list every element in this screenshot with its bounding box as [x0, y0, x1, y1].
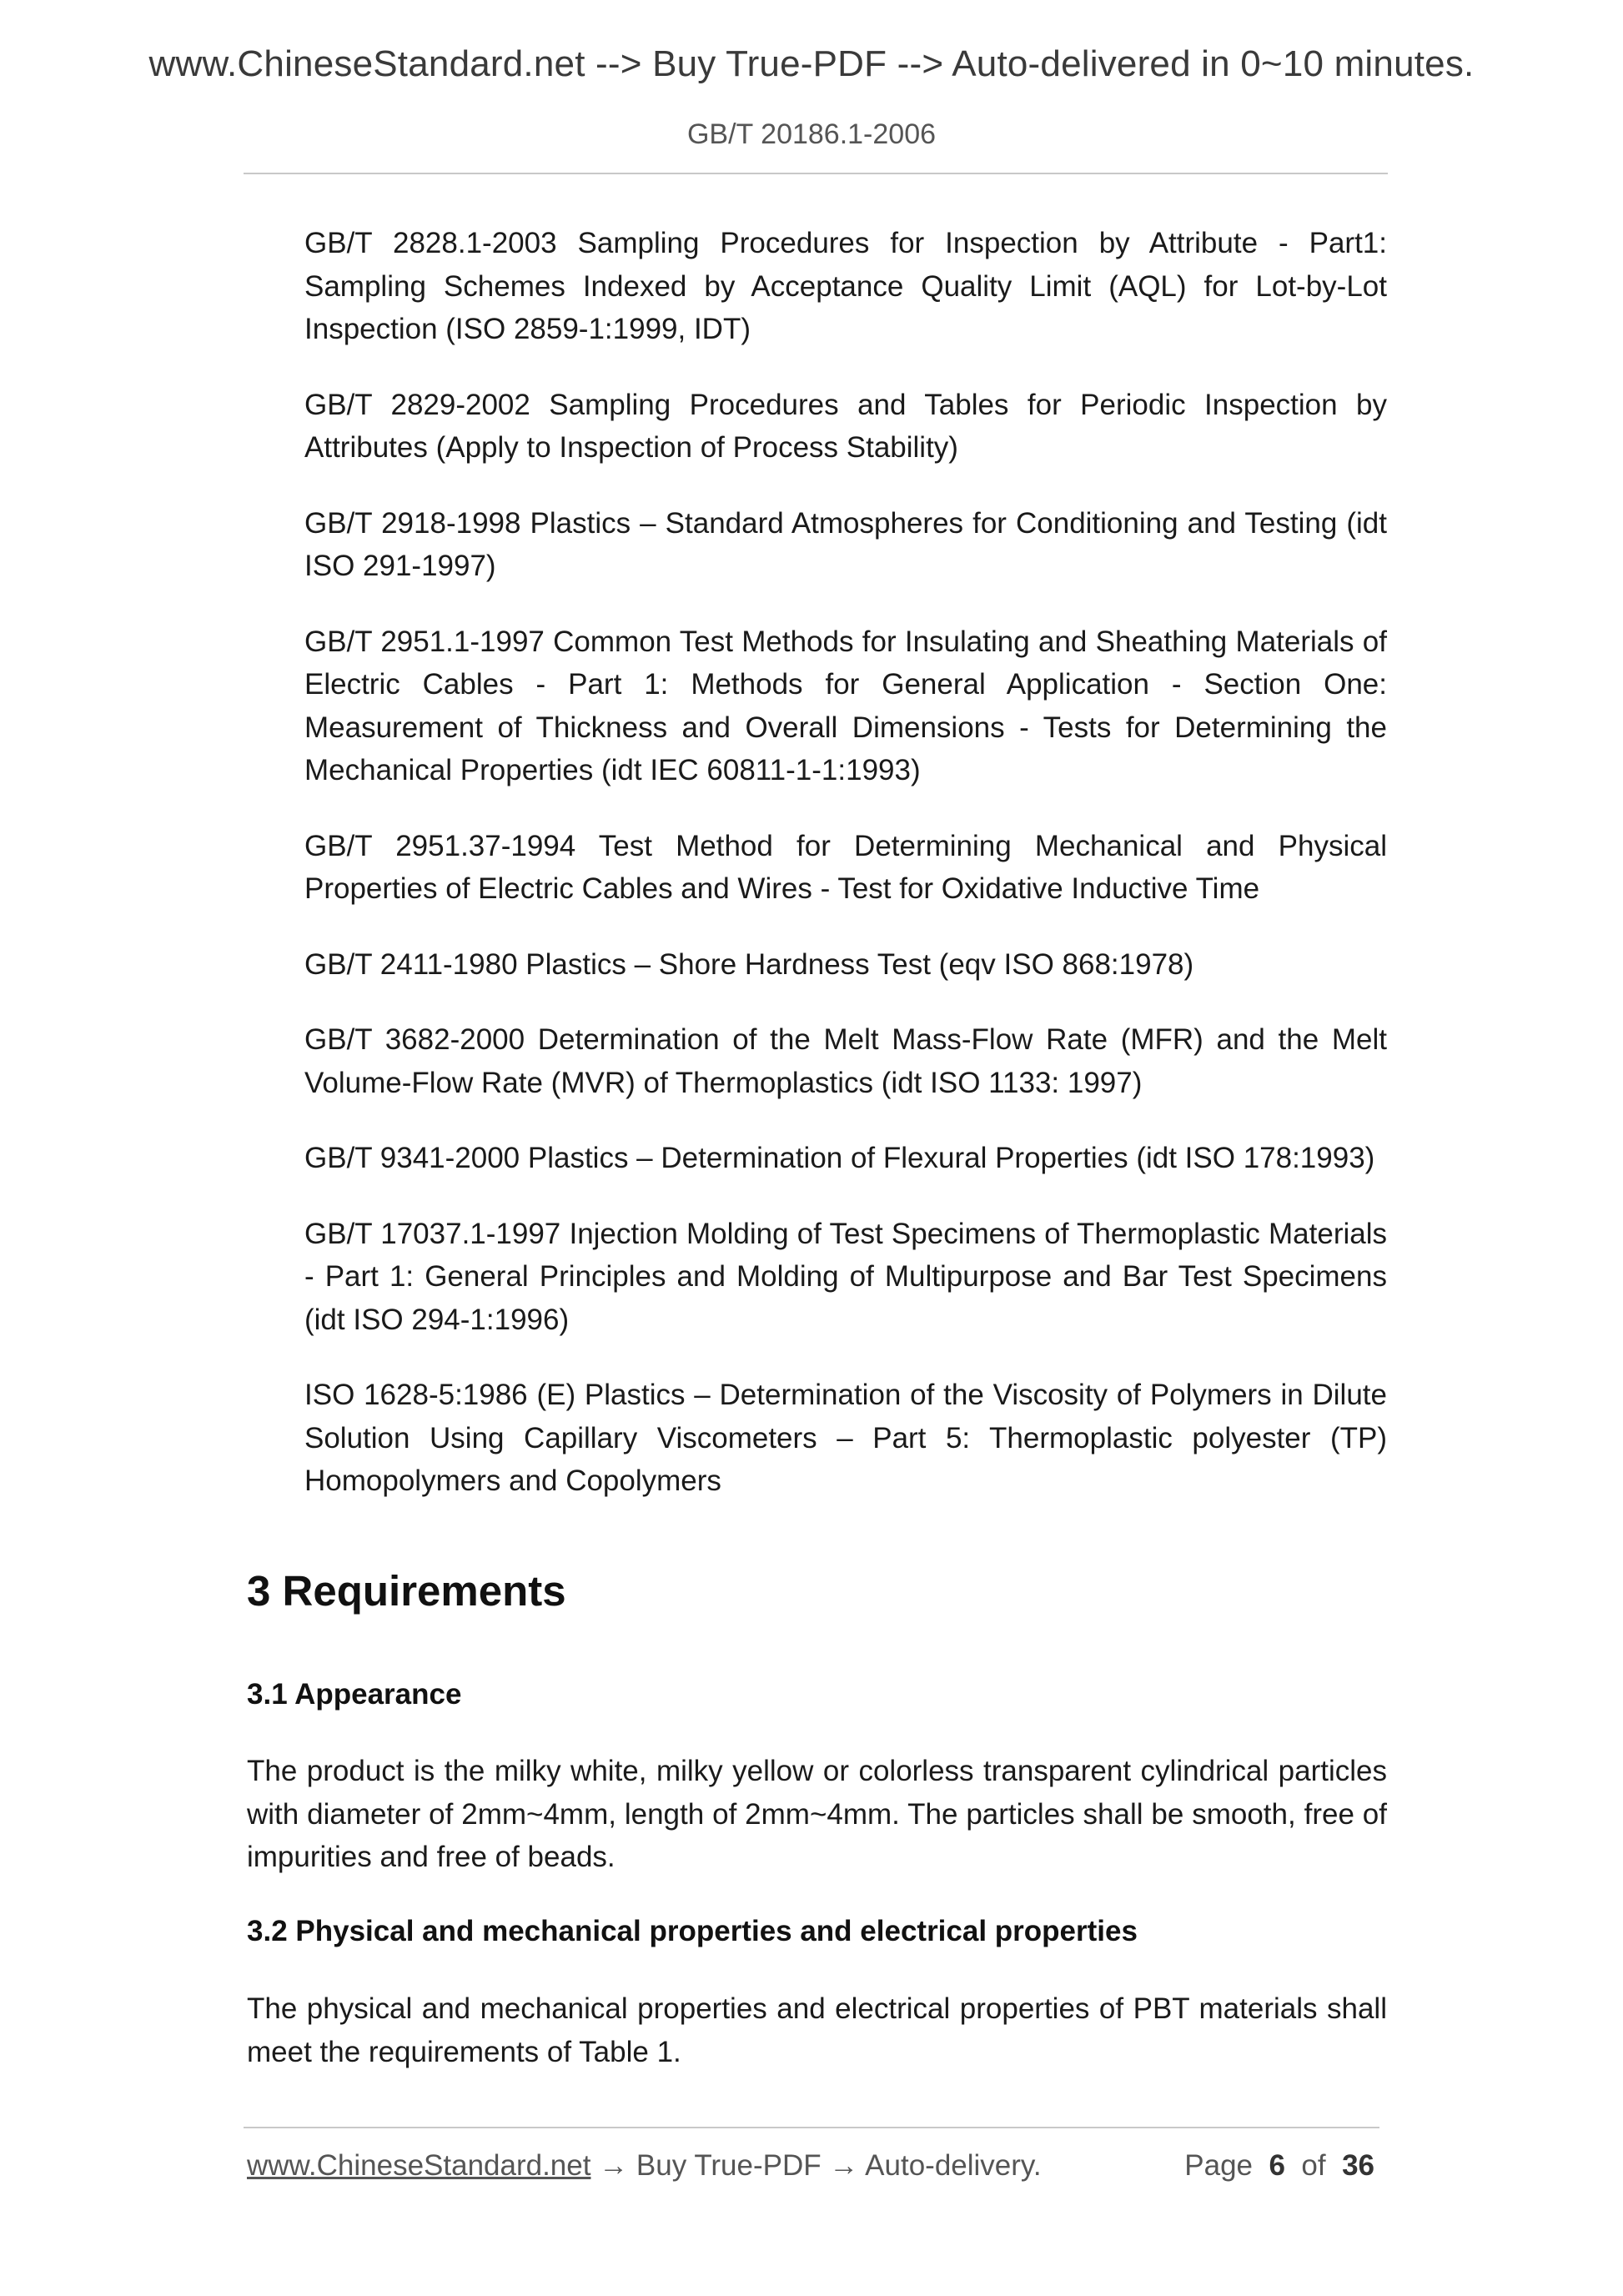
- page-label: Page: [1184, 2149, 1254, 2182]
- properties-paragraph: The physical and mechanical properties and electrical properties of PBT materials shall meet the requirements of Table 1.: [247, 1992, 1387, 2068]
- normative-references: [304, 222, 1387, 1535]
- footer-tagline: → Buy True-PDF → Auto-delivery.: [590, 2149, 1042, 2182]
- appearance-paragraph: The product is the milky white, milky yellow or colorless transparent cylindrical particles with diameter of 2mm~4mm, length of 2mm~4mm. The particles shall be smooth, free of impurities and free of beads.: [247, 1755, 1387, 1873]
- reference-item: GB/T 2951.37-1994 Test Method for Determining Mechanical and Physical Properties of Electric Cables and Wires - Test for Oxidative Inductive Time: [304, 829, 1387, 905]
- reference-item: GB/T 2411-1980 Plastics – Shore Hardness Test (eqv ISO 868:1978): [304, 947, 1194, 981]
- footer-divider: [244, 2127, 1379, 2128]
- subsection-heading-appearance: 3.1 Appearance: [247, 1678, 462, 1711]
- page-number: 6: [1269, 2149, 1285, 2182]
- page-indicator: [1184, 2149, 1374, 2183]
- reference-item: GB/T 2951.1-1997 Common Test Methods for Insulating and Sheathing Materials of Electric Cables - Part 1: Methods for General Application - Section One: Measurement of Thickness and Overall Dimensions - Tests for Determining the Mechanical Properties (idt IEC 60811-1-1:1993): [304, 625, 1387, 786]
- page-total: 36: [1342, 2149, 1374, 2182]
- reference-item: GB/T 2828.1-2003 Sampling Procedures for Inspection by Attribute - Part1: Sampling Schemes Indexed by Acceptance Quality Limit (AQL) for Lot-by-Lot Inspection (ISO 2859-1:1999, IDT): [304, 227, 1387, 345]
- site-link[interactable]: www.ChineseStandard.net: [247, 2149, 591, 2182]
- document-id: GB/T 20186.1-2006: [686, 118, 937, 150]
- reference-item: GB/T 17037.1-1997 Injection Molding of Test Specimens of Thermoplastic Materials - Part 1: General Principles and Molding of Multipurpose and Bar Test Specimens (idt ISO 294-1:1996): [304, 1217, 1387, 1336]
- reference-item: GB/T 9341-2000 Plastics – Determination of Flexural Properties (idt ISO 178:1993): [304, 1142, 1375, 1174]
- header-divider: [244, 173, 1388, 174]
- reference-item: GB/T 3682-2000 Determination of the Melt Mass-Flow Rate (MFR) and the Melt Volume-Flow Rate (MVR) of Thermoplastics (idt ISO 1133: 1997): [304, 1023, 1387, 1099]
- of-label: of: [1301, 2149, 1326, 2182]
- reference-item: GB/T 2918-1998 Plastics – Standard Atmospheres for Conditioning and Testing (idt ISO 291-1997): [304, 506, 1387, 582]
- section-heading: 3 Requirements: [247, 1567, 566, 1615]
- footer-left: [247, 2149, 1042, 2183]
- top-banner: www.ChineseStandard.net --> Buy True-PDF --> Auto-delivered in 0~10 minutes.: [148, 43, 1475, 84]
- subsection-heading-properties: 3.2 Physical and mechanical properties and electrical properties: [247, 1915, 1138, 1947]
- reference-item: ISO 1628-5:1986 (E) Plastics – Determination of the Viscosity of Polymers in Dilute Solution Using Capillary Viscometers – Part 5: Thermoplastic polyester (TP) Homopolymers and Copolymers: [304, 1379, 1387, 1497]
- reference-item: GB/T 2829-2002 Sampling Procedures and Tables for Periodic Inspection by Attributes (Apply to Inspection of Process Stability): [304, 388, 1387, 464]
